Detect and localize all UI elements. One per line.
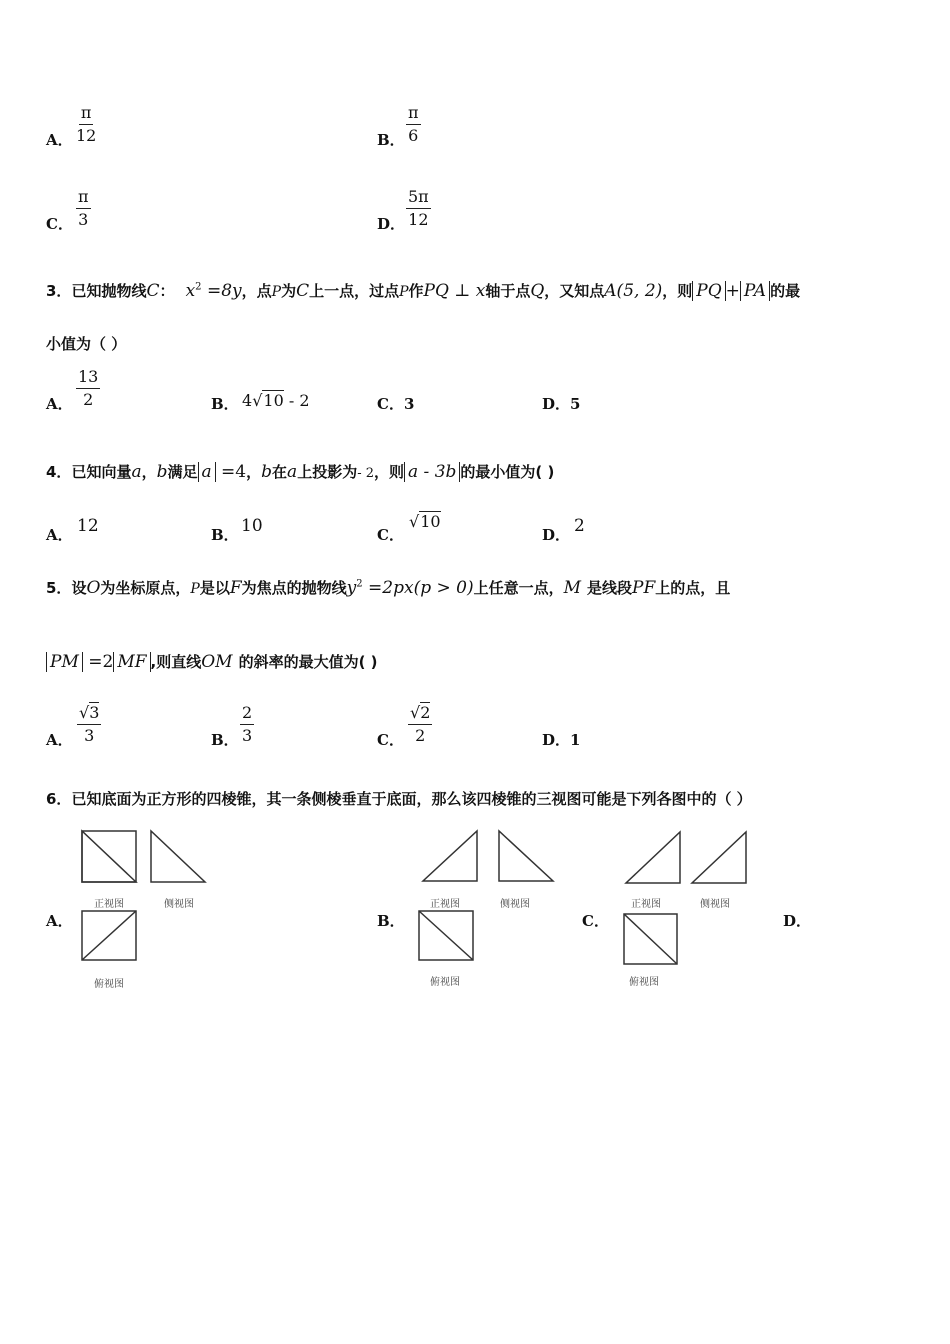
q2-c-numerator: π [76, 188, 91, 209]
q6-option-a-figure [78, 828, 213, 993]
q2-option-d-fraction [406, 188, 431, 229]
q3-text: ： [159, 282, 175, 300]
q5-option-c-label: C． [377, 731, 404, 749]
q4-option-d-value: 2 [574, 516, 585, 536]
q3-math-c: C [146, 281, 160, 301]
q5-math-om: OM [201, 652, 233, 672]
q3-stem-line2: 小值为（ ） [46, 335, 127, 353]
q5-option-d: D．1 [542, 731, 581, 749]
q2-a-numerator: π [79, 104, 94, 125]
q4-option-c-value: √10 [409, 512, 441, 531]
q4-neg2: - 2 [357, 466, 374, 481]
q4-option-c-label: C． [377, 526, 404, 544]
q5-text: 是线段 [587, 579, 633, 597]
q3-option-a-label: A． [46, 395, 73, 413]
q4-eq: =4 [215, 462, 247, 482]
q4-option-b-label: B． [211, 526, 239, 544]
q2-c-denominator: 3 [78, 210, 89, 229]
q6-option-c-figure [620, 828, 755, 993]
q5-text: 上的点，且 [655, 579, 731, 597]
q4-text: ， [246, 463, 262, 481]
q5-eq: =2 [82, 652, 114, 672]
q6-c-top-label: 俯视图 [629, 977, 659, 988]
q4-text: ， [141, 463, 157, 481]
q2-option-b-label: B． [377, 131, 405, 149]
q4-vec-a: a [287, 462, 298, 482]
q5-option-a-fraction [77, 704, 101, 745]
q5-option-b-label: B． [211, 731, 239, 749]
q3-text: 为 [281, 282, 297, 300]
q5-a-denominator: 3 [84, 726, 95, 745]
q5-math-pf: PF [632, 578, 656, 598]
q6-b-top-label: 俯视图 [430, 977, 460, 988]
q5-math-o: O [86, 578, 101, 598]
q3-text: 上一点，过点 [309, 282, 400, 300]
front-view-triangle [423, 831, 477, 881]
q3-option-a-fraction [76, 368, 100, 409]
q3-math-perp: PQ ⊥ x [423, 281, 486, 301]
q4-option-b-value: 10 [241, 516, 263, 536]
q6-b-side-label: 侧视图 [500, 899, 530, 910]
q6-a-top-label: 俯视图 [94, 979, 124, 990]
q3-option-d: D．5 [542, 395, 581, 413]
q2-d-denominator: 12 [408, 210, 429, 229]
q5-b-numerator: 2 [240, 704, 254, 725]
q5-parabola-eq: $y^2 =2px(p > 0)$ [346, 578, 474, 598]
q3-text: 已知抛物线 [71, 282, 147, 300]
side-view-triangle [499, 831, 553, 881]
q4-text: ，则 [374, 463, 405, 481]
q5-math-m: M [563, 578, 582, 598]
q4-text: 上投影为 [297, 463, 358, 481]
q5-math-p: P [190, 581, 200, 597]
q4-option-a-label: A． [46, 526, 73, 544]
q4-vec-b: b [156, 462, 168, 482]
q5-abs-pm: PM [46, 652, 83, 672]
q3-text: ，点 [241, 282, 272, 300]
q5-abs-mf: MF [113, 652, 150, 672]
q4-vec-b: b [261, 462, 273, 482]
q5-c-numerator: √2 [408, 704, 432, 725]
q4-abs-expr: a - 3b [404, 462, 460, 482]
q3-math-p: P [399, 284, 409, 300]
q3-plus: + [725, 281, 740, 301]
q5-stem-line2 [46, 651, 378, 672]
q6-option-b-label: B． [377, 912, 405, 930]
q2-option-b-fraction [406, 104, 421, 145]
q4-option-d-label: D． [542, 526, 571, 544]
q2-option-c-fraction [76, 188, 91, 229]
q2-b-denominator: 6 [408, 126, 419, 145]
q2-b-numerator: π [406, 104, 421, 125]
q6-a-side-label: 侧视图 [164, 899, 194, 910]
q6-b-front-label: 正视图 [430, 899, 460, 910]
side-view-triangle [151, 831, 205, 882]
q3-text: ，则 [662, 282, 693, 300]
q3-option-c: C．3 [377, 395, 415, 413]
top-view-diagonal [419, 911, 473, 960]
q4-vec-a: a [131, 462, 142, 482]
q3-text: 作 [408, 282, 424, 300]
q3-math-point-a: A(5, 2) [604, 281, 663, 301]
q5-option-a-label: A． [46, 731, 73, 749]
q5-text: 设 [71, 579, 87, 597]
q2-option-a-label: A． [46, 131, 73, 149]
q3-a-denominator: 2 [83, 390, 94, 409]
q6-c-front-label: 正视图 [631, 899, 661, 910]
q3-abs-pa: PA [740, 281, 770, 301]
q3-number: 3． [46, 282, 72, 300]
q3-text: 轴于点 [485, 282, 531, 300]
q2-option-c-label: C． [46, 215, 73, 233]
q5-text: 上任意一点， [473, 579, 564, 597]
q5-option-c-fraction [408, 704, 432, 745]
side-view-triangle [692, 832, 746, 883]
q3-math-p: P [271, 284, 282, 300]
q2-option-d-label: D． [377, 215, 406, 233]
q5-text: 为坐标原点， [100, 579, 191, 597]
q4-abs-a: a [198, 462, 216, 482]
q3-a-numerator: 13 [76, 368, 100, 389]
q4-number: 4． [46, 463, 72, 481]
q3-math-q: Q [530, 281, 545, 301]
q4-text: 在 [272, 463, 288, 481]
q2-option-a-fraction [76, 104, 96, 145]
q5-text: 的斜率的最大值为( ) [238, 653, 378, 671]
q5-b-denominator: 3 [242, 726, 253, 745]
q6-stem: 6．已知底面为正方形的四棱锥，其一条侧棱垂直于底面，那么该四棱锥的三视图可能是下列各图中的（ ） [46, 790, 752, 808]
q2-d-numerator: 5π [406, 188, 431, 209]
q4-option-a-value: 12 [77, 516, 99, 536]
q3-abs-pq: PQ [692, 281, 725, 301]
q5-text: ,则直线 [150, 653, 202, 671]
q6-option-d-label: D． [783, 912, 812, 930]
front-view-triangle [82, 831, 136, 882]
q3-option-b-expr: 4√10 - 2 [242, 391, 310, 410]
top-view-diagonal [624, 914, 677, 964]
q5-number: 5． [46, 579, 72, 597]
q4-text: 已知向量 [71, 463, 132, 481]
top-view-diagonal [82, 911, 136, 960]
q5-a-numerator: √3 [77, 704, 101, 725]
q3-text: ，又知点 [544, 282, 605, 300]
q6-option-c-label: C． [582, 912, 609, 930]
q3-text: 的最 [770, 282, 801, 300]
q4-text: 满足 [167, 463, 198, 481]
q6-option-b-figure [415, 828, 560, 993]
q6-c-side-label: 侧视图 [700, 899, 730, 910]
q4-text: 的最小值为( ) [460, 463, 555, 481]
q3-math-c: C [296, 281, 310, 301]
q5-option-b-fraction [240, 704, 254, 745]
q3-option-b-label: B． [211, 395, 239, 413]
q5-c-denominator: 2 [415, 726, 426, 745]
front-view-triangle [626, 832, 680, 883]
q5-math-f: F [229, 578, 242, 598]
q3-parabola-eq: $x^2 =8y$ [185, 281, 242, 301]
q3-stem-line1 [46, 280, 800, 301]
q5-text: 为焦点的抛物线 [241, 579, 347, 597]
q5-text: 是以 [199, 579, 230, 597]
q6-option-a-label: A． [46, 912, 73, 930]
q4-stem [46, 461, 554, 482]
q6-a-front-label: 正视图 [94, 899, 124, 910]
q5-stem-line1 [46, 577, 730, 598]
q2-a-denominator: 12 [76, 126, 97, 145]
